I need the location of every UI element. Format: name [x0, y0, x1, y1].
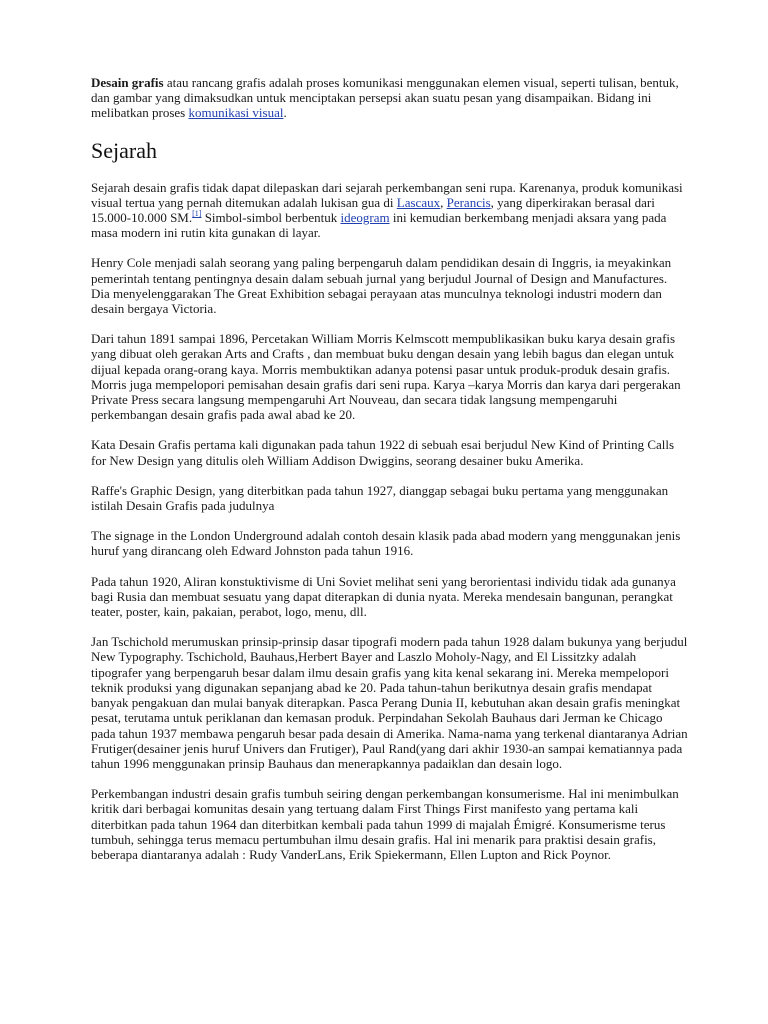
paragraph: Jan Tschichold merumuskan prinsip-prinsip dasar tipografi modern pada tahun 1928 dalam bukunya yang berjudul New Typography. Tschichold, Bauhaus,Herbert Bayer and Laszlo Moholy-Nagy, and El Lissitzky adalah tipografer yang berpengaruh besar dalam ilmu desain grafis yang kita kenal sekarang ini. Mereka mempelopori teknik produksi yang digunakan sepanjang abad ke 20. Pada tahun-tahun berikutnya desain grafis mendapat banyak pengakuan dan mulai banyak diterapkan. Pasca Perang Dunia II, kebutuhan akan desain grafis meningkat pesat, terutama untuk periklanan dan kemasan produk. Perpindahan Sekolah Bauhaus dari Jerman ke Chicago pada tahun 1937 membawa pengaruh besar pada desain di Amerika. Nama-nama yang terkenal diantaranya Adrian Frutiger(desainer jenis huruf Univers dan Frutiger), Paul Rand(yang dari akhir 1930-an sampai kematiannya pada tahun 1996 menggunakan prinsip Bauhaus dan menerapkannya padaiklan dan desain logo. [91, 634, 688, 771]
link-ideogram[interactable]: ideogram [340, 210, 390, 226]
reference-link[interactable]: [1] [192, 209, 202, 219]
link-komunikasi-visual[interactable]: komunikasi visual [188, 105, 284, 121]
history-separator: , [440, 194, 447, 210]
paragraph: Perkembangan industri desain grafis tumbuh seiring dengan perkembangan konsumerisme. Hal ini menimbulkan kritik dari berbagai komunitas desain yang tertuang dalam First Things First manifesto yang pertama kali diterbitkan pada tahun 1964 dan diterbitkan kembali pada tahun 1999 di majalah Émigré. Konsumerisme terus tumbuh, sehingga terus memacu pertumbuhan ilmu desain grafis. Hal ini menarik para praktisi desain grafis, beberapa diantaranya adalah : Rudy VanderLans, Erik Spiekermann, Ellen Lupton and Rick Poynor. [91, 786, 679, 862]
section-heading: Sejarah [91, 137, 157, 163]
history-paragraph [91, 180, 689, 241]
paragraph: Dari tahun 1891 sampai 1896, Percetakan William Morris Kelmscott mempublikasikan buku karya desain grafis yang dibuat oleh gerakan Arts and Crafts , dan membuat buku dengan desain yang lebih bagus dan elegan untuk dijual kepada orang-orang kaya. Morris membuktikan adanya potensi pasar untuk produk-produk desain grafis. Morris juga mempelopori pemisahan desain grafis dari seni rupa. Karya –karya Morris dan karya dari pergerakan Private Press secara langsung mempengaruhi Art Nouveau, dan secara tidak langsung mempengaruhi perkembangan desain grafis pada awal abad ke 20. [91, 331, 681, 423]
intro-paragraph [91, 75, 689, 121]
document-page [91, 75, 689, 877]
history-text: ini kemudian berkembang menjadi aksara yang pada masa modern ini rutin kita gunakan di layar. [91, 210, 667, 241]
intro-text-end: . [283, 105, 287, 121]
paragraph: Henry Cole menjadi salah seorang yang paling berpengaruh dalam pendidikan desain di Inggris, ia meyakinkan pemerintah tentang pentingnya desain dalam sebuah jurnal yang berjudul Journal of Design and Manufactures. Dia menyelenggarakan The Great Exhibition sebagai perayaan atas munculnya teknologi industri modern dan desain bergaya Victoria. [91, 255, 672, 317]
history-text: , yang diperkirakan berasal dari 15.000-10.000 SM. [91, 194, 655, 226]
paragraph: Kata Desain Grafis pertama kali digunakan pada tahun 1922 di sebuah esai berjudul New Kind of Printing Calls for New Design yang ditulis oleh William Addison Dwiggins, seorang desainer buku Amerika. [91, 437, 675, 468]
intro-text: atau rancang grafis adalah proses komunikasi menggunakan elemen visual, seperti tulisan, bentuk, dan gambar yang dimaksudkan untuk menciptakan persepsi akan suatu pesan yang disampaikan. Bidang ini melibatkan proses [91, 75, 679, 121]
link-perancis[interactable]: Perancis [446, 194, 491, 210]
link-lascaux[interactable]: Lascaux [396, 194, 441, 210]
intro-term: Desain grafis [91, 75, 164, 90]
paragraph: Pada tahun 1920, Aliran konstuktivisme di Uni Soviet melihat seni yang berorientasi individu tidak ada gunanya bagi Rusia dan membuat sesuatu yang dapat diterapkan di dunia nyata. Mereka mendesain bangunan, perangkat teater, poster, kain, pakaian, perabot, logo, menu, dll. [91, 573, 676, 620]
history-text: Sejarah desain grafis tidak dapat dilepaskan dari sejarah perkembangan seni rupa. Karenanya, produk komunikasi visual tertua yang pernah ditemukan adalah lukisan gua di [91, 179, 683, 210]
paragraph: The signage in the London Underground adalah contoh desain klasik pada abad modern yang menggunakan jenis huruf yang dirancang oleh Edward Johnston pada tahun 1916. [91, 528, 681, 559]
history-text: Simbol-simbol berbentuk [201, 210, 341, 226]
paragraph: Raffe's Graphic Design, yang diterbitkan pada tahun 1927, dianggap sebagai buku pertama yang menggunakan istilah Desain Grafis pada judulnya [91, 482, 669, 514]
